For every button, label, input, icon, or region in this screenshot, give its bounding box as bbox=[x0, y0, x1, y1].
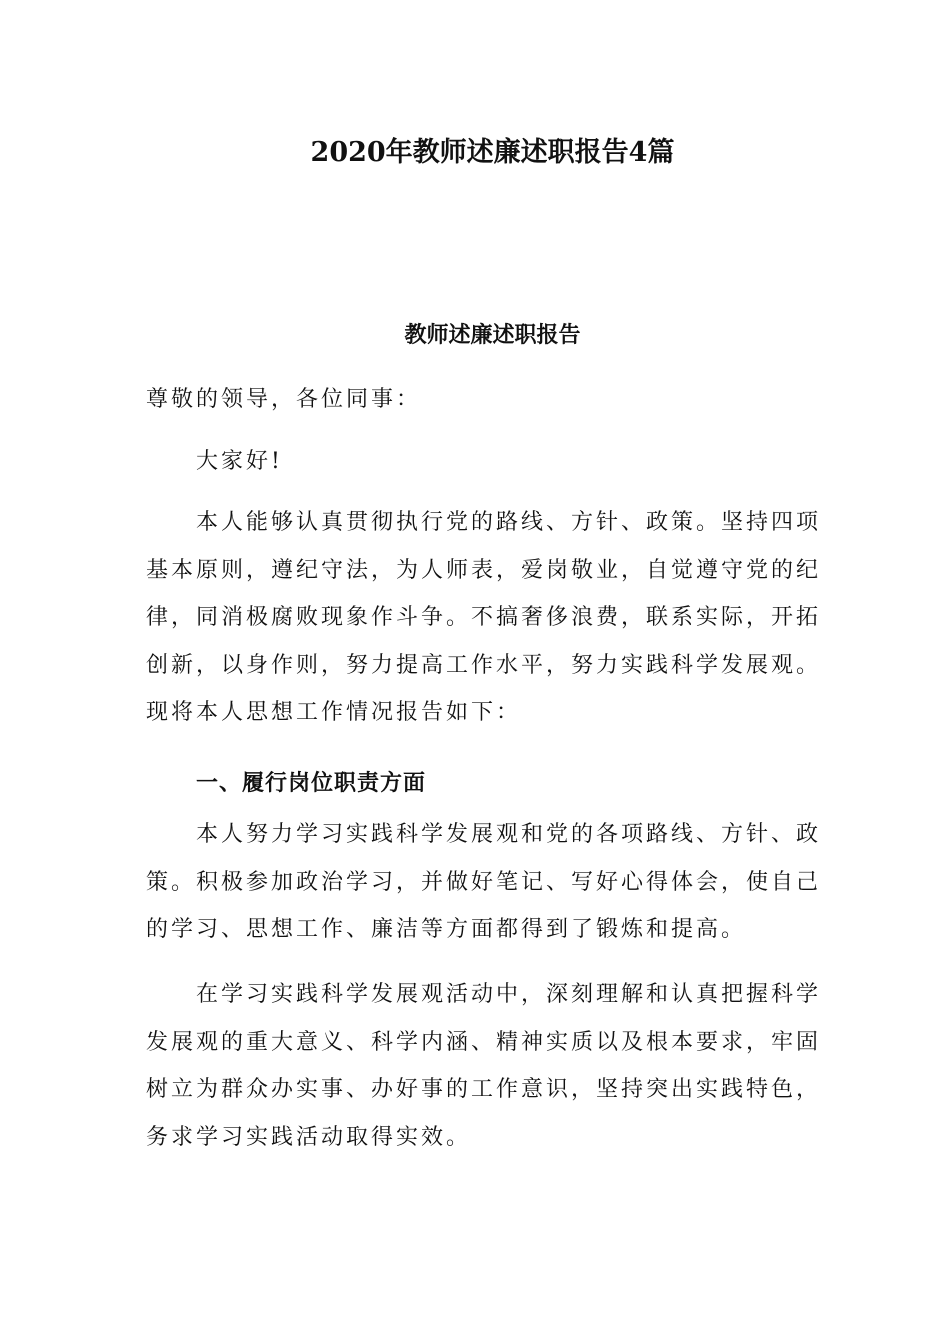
heading-1: 一、履行岗位职责方面 bbox=[196, 770, 427, 796]
paragraph-1: 本人努力学习实践科学发展观和党的各项路线、方针、政策。积极参加政治学习，并做好笔记、写好心得体会，使自己的学习、思想工作、廉洁等方面都得到了锻炼和提高。 bbox=[146, 822, 822, 942]
document-title: 2020年教师述廉述职报告4篇 bbox=[310, 137, 675, 168]
salutation: 尊敬的领导，各位同事： bbox=[146, 387, 422, 412]
paragraph-2: 在学习实践科学发展观活动中，深刻理解和认真把握科学发展观的重大意义、科学内涵、精神实质以及根本要求，牢固树立为群众办实事、办好事的工作意识，坚持突出实践特色，务求学习实践活动取得实效。 bbox=[146, 982, 822, 1150]
greeting: 大家好! bbox=[196, 449, 283, 474]
intro-paragraph: 本人能够认真贯彻执行党的路线、方针、政策。坚持四项基本原则，遵纪守法，为人师表，爱岗敬业，自觉遵守党的纪律，同消极腐败现象作斗争。不搞奢侈浪费，联系实际，开拓创新，以身作则，努力提高工作水平，努力实践科学发展观。现将本人思想工作情况报告如下： bbox=[146, 510, 822, 725]
section-title: 教师述廉述职报告 bbox=[404, 322, 581, 348]
